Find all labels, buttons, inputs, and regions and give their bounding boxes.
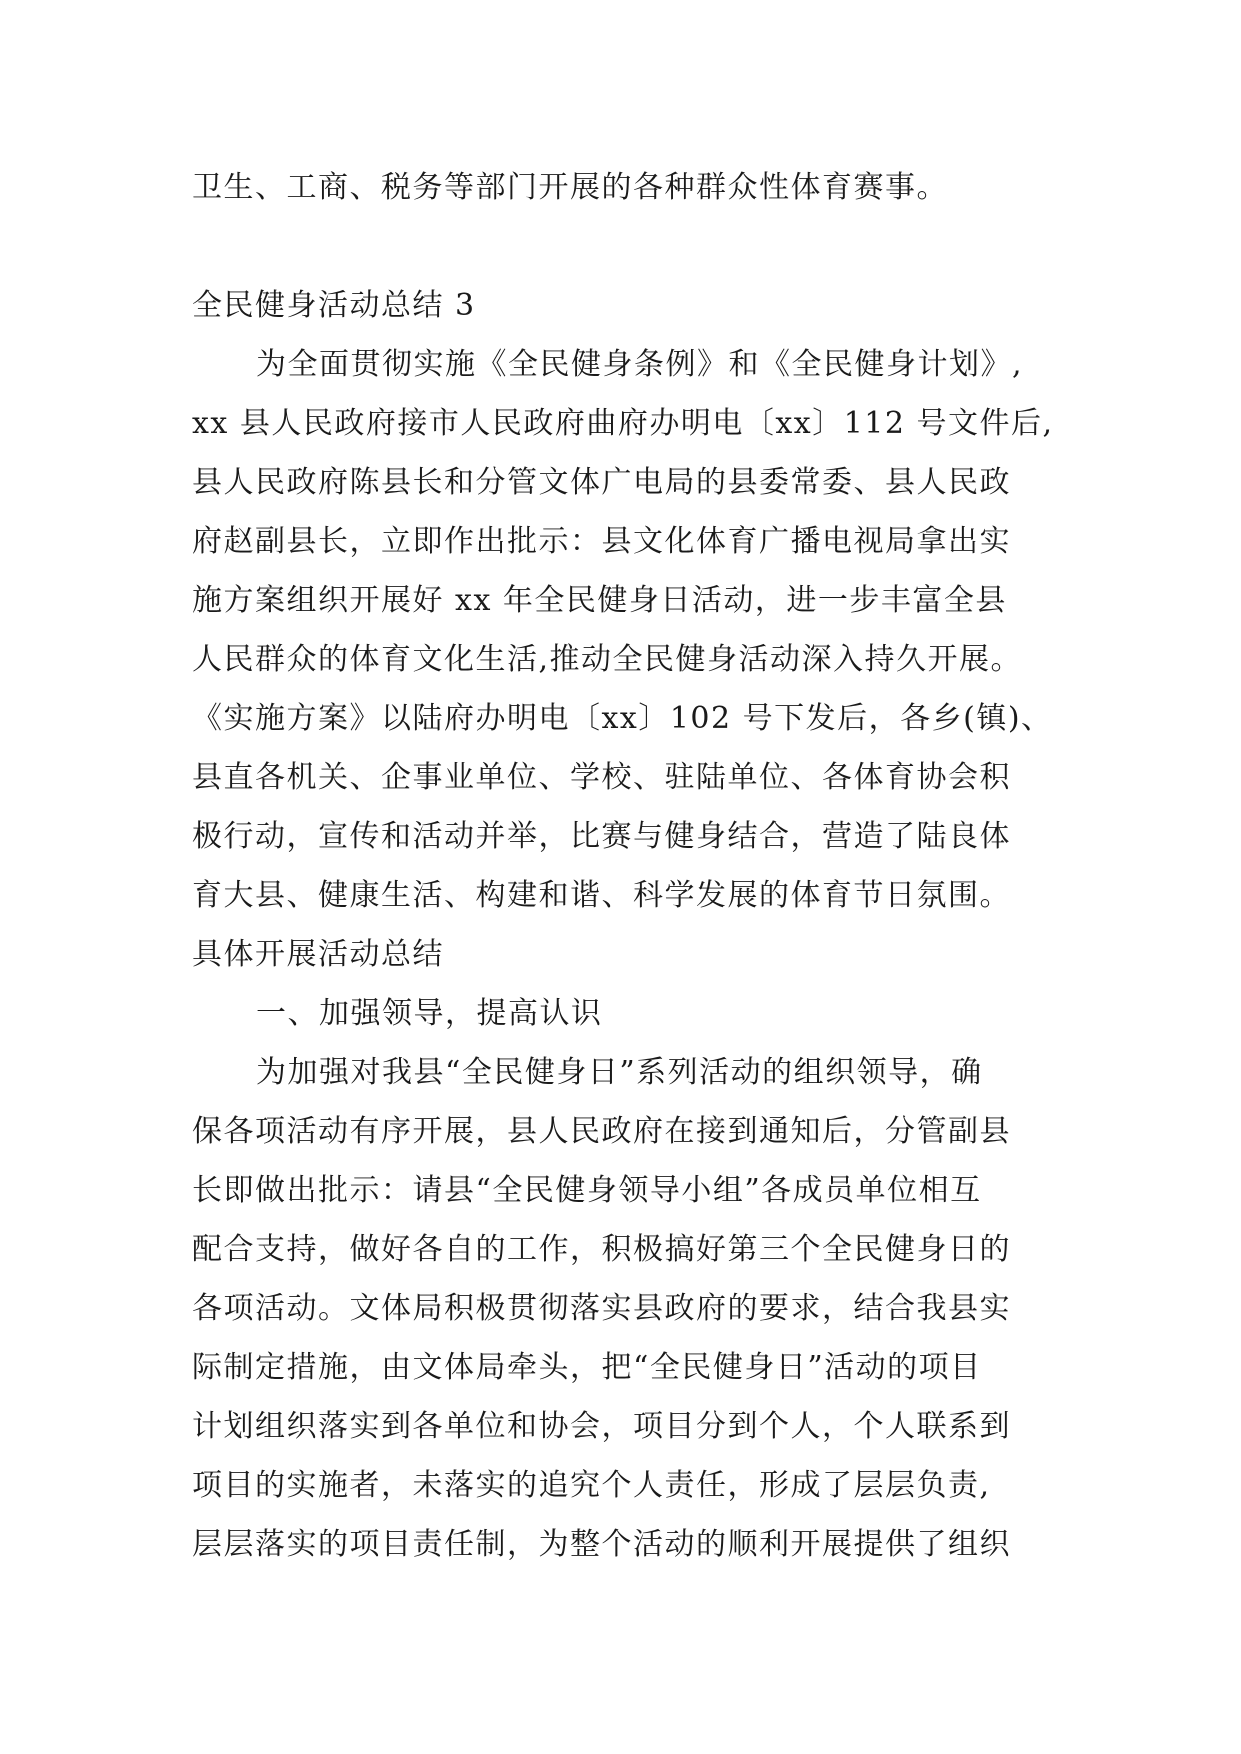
blank-line	[192, 217, 1062, 276]
paragraph-line: 人民群众的体育文化生活,推动全民健身活动深入持久开展。	[192, 642, 1023, 677]
paragraph-line: 育大县、健康生活、构建和谐、科学发展的体育节日氛围。	[192, 878, 1011, 913]
paragraph-line: 极行动，宣传和活动并举，比赛与健身结合，营造了陆良体	[192, 819, 1011, 854]
paragraph-line: 县直各机关、企事业单位、学校、驻陆单位、各体育协会积	[192, 760, 1011, 795]
paragraph-line: 项目的实施者，未落实的追究个人责任，形成了层层负责,	[192, 1468, 991, 1503]
subsection-heading: 一、加强领导，提高认识	[256, 996, 603, 1031]
paragraph-line: 施方案组织开展好 xx 年全民健身日活动，进一步丰富全县	[192, 583, 1007, 618]
paragraph-line: 计划组织落实到各单位和协会，项目分到个人，个人联系到	[192, 1409, 1011, 1444]
section-title: 全民健身活动总结 3	[192, 288, 476, 323]
paragraph-line: 长即做出批示：请县“全民健身领导小组”各成员单位相互	[192, 1173, 982, 1208]
paragraph-line: xx 县人民政府接市人民政府曲府办明电〔xx〕112 号文件后,	[192, 406, 1054, 441]
document-body	[192, 158, 1062, 1574]
paragraph-line: 各项活动。文体局积极贯彻落实县政府的要求，结合我县实	[192, 1291, 1011, 1326]
paragraph-line: 为全面贯彻实施《全民健身条例》和《全民健身计划》,	[256, 347, 1024, 382]
paragraph-line: 《实施方案》以陆府办明电〔xx〕102 号下发后，各乡(镇)、	[192, 701, 1053, 736]
paragraph-line: 层层落实的项目责任制，为整个活动的顺利开展提供了组织	[192, 1527, 1011, 1562]
paragraph-line: 为加强对我县“全民健身日”系列活动的组织领导，确	[256, 1055, 983, 1090]
paragraph-line: 际制定措施，由文体局牵头，把“全民健身日”活动的项目	[192, 1350, 982, 1385]
subheading-line: 具体开展活动总结	[192, 937, 444, 972]
paragraph-line: 保各项活动有序开展，县人民政府在接到通知后，分管副县	[192, 1114, 1011, 1149]
paragraph-line: 府赵副县长，立即作出批示：县文化体育广播电视局拿出实	[192, 524, 1011, 559]
paragraph-line: 县人民政府陈县长和分管文体广电局的县委常委、县人民政	[192, 465, 1011, 500]
body-line-continuation: 卫生、工商、税务等部门开展的各种群众性体育赛事。	[192, 170, 948, 205]
paragraph-line: 配合支持，做好各自的工作，积极搞好第三个全民健身日的	[192, 1232, 1011, 1267]
